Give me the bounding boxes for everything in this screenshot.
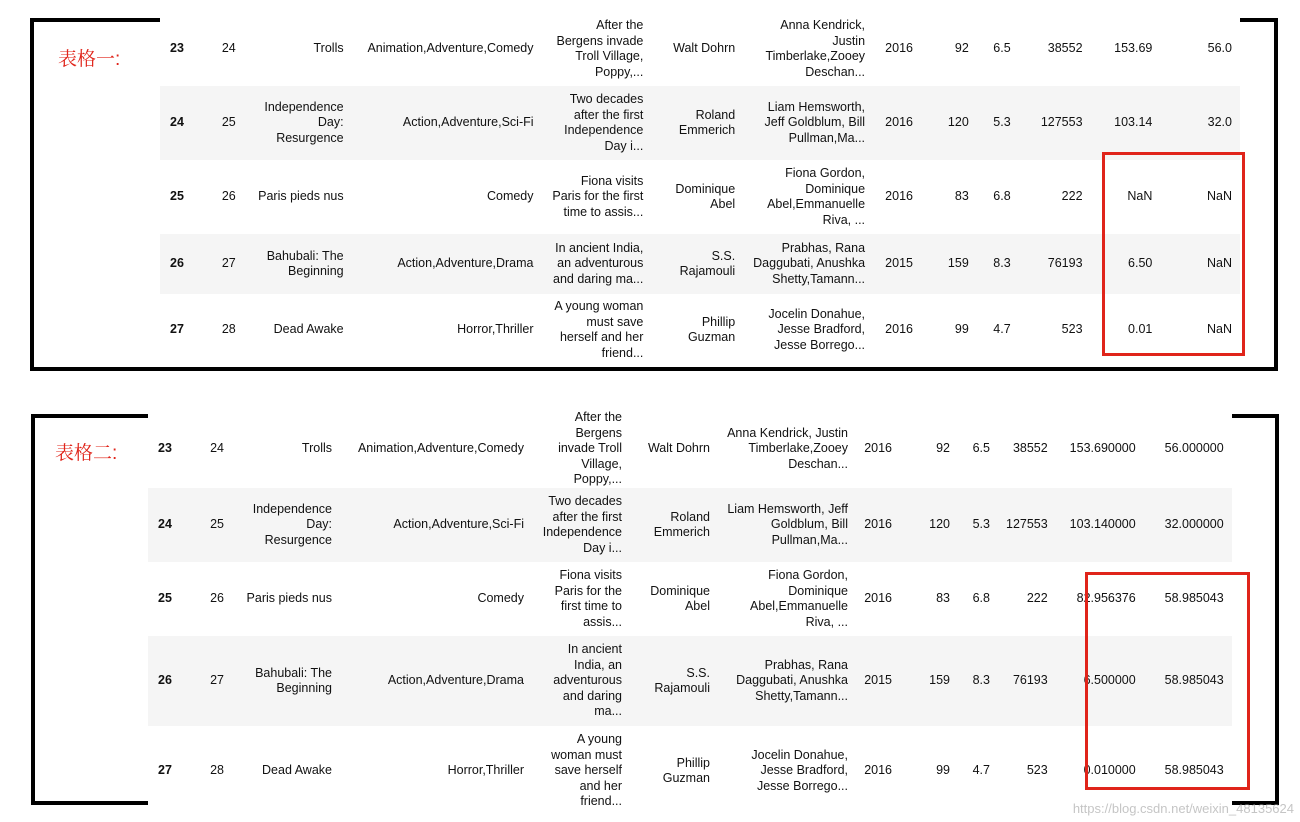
- genre-cell: Action,Adventure,Sci-Fi: [352, 86, 542, 160]
- runtime-cell: 99: [921, 294, 977, 366]
- genre-cell: Horror,Thriller: [352, 294, 542, 366]
- year-cell: 2016: [873, 86, 921, 160]
- runtime-cell: 120: [900, 488, 958, 562]
- actors-cell: Prabhas, Rana Daggubati, Anushka Shetty,Tamann...: [718, 636, 856, 726]
- rating-cell: 4.7: [977, 294, 1019, 366]
- metascore-cell: NaN: [1160, 160, 1240, 234]
- rank-cell: 27: [192, 636, 232, 726]
- rank-cell: 26: [204, 160, 244, 234]
- votes-cell: 523: [1019, 294, 1091, 366]
- row-index: 24: [148, 488, 192, 562]
- revenue-cell: 0.010000: [1056, 726, 1144, 816]
- description-cell: A young woman must save herself and her friend...: [532, 726, 630, 816]
- director-cell: S.S. Rajamouli: [630, 636, 718, 726]
- votes-cell: 127553: [1019, 86, 1091, 160]
- votes-cell: 523: [998, 726, 1056, 816]
- actors-cell: Anna Kendrick, Justin Timberlake,Zooey Deschan...: [743, 12, 873, 86]
- director-cell: Roland Emmerich: [630, 488, 718, 562]
- table-two-label: 表格二:: [55, 443, 118, 464]
- actors-cell: Anna Kendrick, Justin Timberlake,Zooey Deschan...: [718, 410, 856, 488]
- title-cell: Dead Awake: [232, 726, 340, 816]
- table-one: [160, 12, 1240, 366]
- revenue-cell: 6.50: [1091, 234, 1161, 294]
- table-one-viewport: [160, 18, 1240, 367]
- table-row: [148, 636, 1232, 726]
- title-cell: Trolls: [232, 410, 340, 488]
- year-cell: 2016: [856, 410, 900, 488]
- runtime-cell: 159: [900, 636, 958, 726]
- row-index: 25: [148, 562, 192, 636]
- actors-cell: Fiona Gordon, Dominique Abel,Emmanuelle Riva, ...: [718, 562, 856, 636]
- actors-cell: Jocelin Donahue, Jesse Bradford, Jesse Borrego...: [743, 294, 873, 366]
- director-cell: Phillip Guzman: [630, 726, 718, 816]
- rank-cell: 24: [204, 12, 244, 86]
- row-index: 24: [160, 86, 204, 160]
- metascore-cell: NaN: [1160, 294, 1240, 366]
- runtime-cell: 83: [900, 562, 958, 636]
- actors-cell: Prabhas, Rana Daggubati, Anushka Shetty,Tamann...: [743, 234, 873, 294]
- row-index: 27: [148, 726, 192, 816]
- title-cell: Dead Awake: [244, 294, 352, 366]
- table-two: [148, 410, 1232, 816]
- rating-cell: 8.3: [958, 636, 998, 726]
- metascore-cell: 58.985043: [1144, 726, 1232, 816]
- table-row: [160, 234, 1240, 294]
- rank-cell: 28: [204, 294, 244, 366]
- revenue-cell: 153.69: [1091, 12, 1161, 86]
- genre-cell: Action,Adventure,Sci-Fi: [340, 488, 532, 562]
- runtime-cell: 92: [921, 12, 977, 86]
- title-cell: Bahubali: The Beginning: [232, 636, 340, 726]
- description-cell: A young woman must save herself and her friend...: [542, 294, 652, 366]
- year-cell: 2016: [873, 12, 921, 86]
- genre-cell: Action,Adventure,Drama: [352, 234, 542, 294]
- genre-cell: Horror,Thriller: [340, 726, 532, 816]
- rating-cell: 6.8: [977, 160, 1019, 234]
- revenue-cell: 153.690000: [1056, 410, 1144, 488]
- revenue-cell: 103.140000: [1056, 488, 1144, 562]
- votes-cell: 76193: [1019, 234, 1091, 294]
- actors-cell: Liam Hemsworth, Jeff Goldblum, Bill Pullman,Ma...: [718, 488, 856, 562]
- description-cell: Two decades after the first Independence Day i...: [542, 86, 652, 160]
- runtime-cell: 92: [900, 410, 958, 488]
- revenue-cell: 103.14: [1091, 86, 1161, 160]
- rank-cell: 26: [192, 562, 232, 636]
- description-cell: After the Bergens invade Troll Village, Poppy,...: [542, 12, 652, 86]
- title-cell: Trolls: [244, 12, 352, 86]
- actors-cell: Liam Hemsworth, Jeff Goldblum, Bill Pullman,Ma...: [743, 86, 873, 160]
- votes-cell: 76193: [998, 636, 1056, 726]
- metascore-cell: 56.000000: [1144, 410, 1232, 488]
- title-cell: Bahubali: The Beginning: [244, 234, 352, 294]
- row-index: 23: [160, 12, 204, 86]
- rating-cell: 6.8: [958, 562, 998, 636]
- revenue-cell: 0.01: [1091, 294, 1161, 366]
- table-row: [160, 294, 1240, 366]
- director-cell: Walt Dohrn: [630, 410, 718, 488]
- year-cell: 2016: [873, 160, 921, 234]
- table-two-panel: [31, 410, 1279, 809]
- rating-cell: 8.3: [977, 234, 1019, 294]
- description-cell: Fiona visits Paris for the first time to assis...: [542, 160, 652, 234]
- votes-cell: 38552: [998, 410, 1056, 488]
- runtime-cell: 99: [900, 726, 958, 816]
- row-index: 23: [148, 410, 192, 488]
- metascore-cell: 58.985043: [1144, 562, 1232, 636]
- rank-cell: 25: [192, 488, 232, 562]
- table-row: [148, 488, 1232, 562]
- metascore-cell: 32.0: [1160, 86, 1240, 160]
- metascore-cell: NaN: [1160, 234, 1240, 294]
- runtime-cell: 120: [921, 86, 977, 160]
- year-cell: 2016: [873, 294, 921, 366]
- rating-cell: 5.3: [958, 488, 998, 562]
- votes-cell: 222: [1019, 160, 1091, 234]
- genre-cell: Animation,Adventure,Comedy: [352, 12, 542, 86]
- metascore-cell: 32.000000: [1144, 488, 1232, 562]
- runtime-cell: 159: [921, 234, 977, 294]
- director-cell: Walt Dohrn: [651, 12, 743, 86]
- title-cell: Paris pieds nus: [232, 562, 340, 636]
- genre-cell: Comedy: [352, 160, 542, 234]
- table-one-panel: [30, 18, 1278, 371]
- table-row: [148, 562, 1232, 636]
- director-cell: S.S. Rajamouli: [651, 234, 743, 294]
- table-row: [148, 410, 1232, 488]
- votes-cell: 127553: [998, 488, 1056, 562]
- metascore-cell: 58.985043: [1144, 636, 1232, 726]
- title-cell: Paris pieds nus: [244, 160, 352, 234]
- metascore-cell: 56.0: [1160, 12, 1240, 86]
- table-row: [160, 160, 1240, 234]
- title-cell: Independence Day: Resurgence: [244, 86, 352, 160]
- description-cell: Fiona visits Paris for the first time to assis...: [532, 562, 630, 636]
- actors-cell: Jocelin Donahue, Jesse Bradford, Jesse Borrego...: [718, 726, 856, 816]
- rank-cell: 25: [204, 86, 244, 160]
- genre-cell: Animation,Adventure,Comedy: [340, 410, 532, 488]
- rank-cell: 27: [204, 234, 244, 294]
- description-cell: After the Bergens invade Troll Village, Poppy,...: [532, 410, 630, 488]
- row-index: 26: [148, 636, 192, 726]
- year-cell: 2016: [856, 726, 900, 816]
- rating-cell: 4.7: [958, 726, 998, 816]
- rating-cell: 6.5: [958, 410, 998, 488]
- table-row: [148, 726, 1232, 816]
- director-cell: Phillip Guzman: [651, 294, 743, 366]
- rating-cell: 6.5: [977, 12, 1019, 86]
- description-cell: In ancient India, an adventurous and daring ma...: [532, 636, 630, 726]
- votes-cell: 222: [998, 562, 1056, 636]
- table-row: [160, 86, 1240, 160]
- director-cell: Dominique Abel: [630, 562, 718, 636]
- director-cell: Dominique Abel: [651, 160, 743, 234]
- year-cell: 2015: [873, 234, 921, 294]
- title-cell: Independence Day: Resurgence: [232, 488, 340, 562]
- description-cell: In ancient India, an adventurous and daring ma...: [542, 234, 652, 294]
- row-index: 27: [160, 294, 204, 366]
- revenue-cell: 82.956376: [1056, 562, 1144, 636]
- votes-cell: 38552: [1019, 12, 1091, 86]
- table-two-viewport: [148, 410, 1248, 809]
- year-cell: 2016: [856, 562, 900, 636]
- table-row: [160, 12, 1240, 86]
- revenue-cell: 6.500000: [1056, 636, 1144, 726]
- runtime-cell: 83: [921, 160, 977, 234]
- genre-cell: Comedy: [340, 562, 532, 636]
- description-cell: Two decades after the first Independence Day i...: [532, 488, 630, 562]
- genre-cell: Action,Adventure,Drama: [340, 636, 532, 726]
- row-index: 26: [160, 234, 204, 294]
- rating-cell: 5.3: [977, 86, 1019, 160]
- table-one-label: 表格一:: [58, 49, 121, 70]
- director-cell: Roland Emmerich: [651, 86, 743, 160]
- rank-cell: 24: [192, 410, 232, 488]
- actors-cell: Fiona Gordon, Dominique Abel,Emmanuelle Riva, ...: [743, 160, 873, 234]
- year-cell: 2015: [856, 636, 900, 726]
- rank-cell: 28: [192, 726, 232, 816]
- row-index: 25: [160, 160, 204, 234]
- watermark: https://blog.csdn.net/weixin_48135624: [1072, 801, 1294, 816]
- revenue-cell: NaN: [1091, 160, 1161, 234]
- year-cell: 2016: [856, 488, 900, 562]
